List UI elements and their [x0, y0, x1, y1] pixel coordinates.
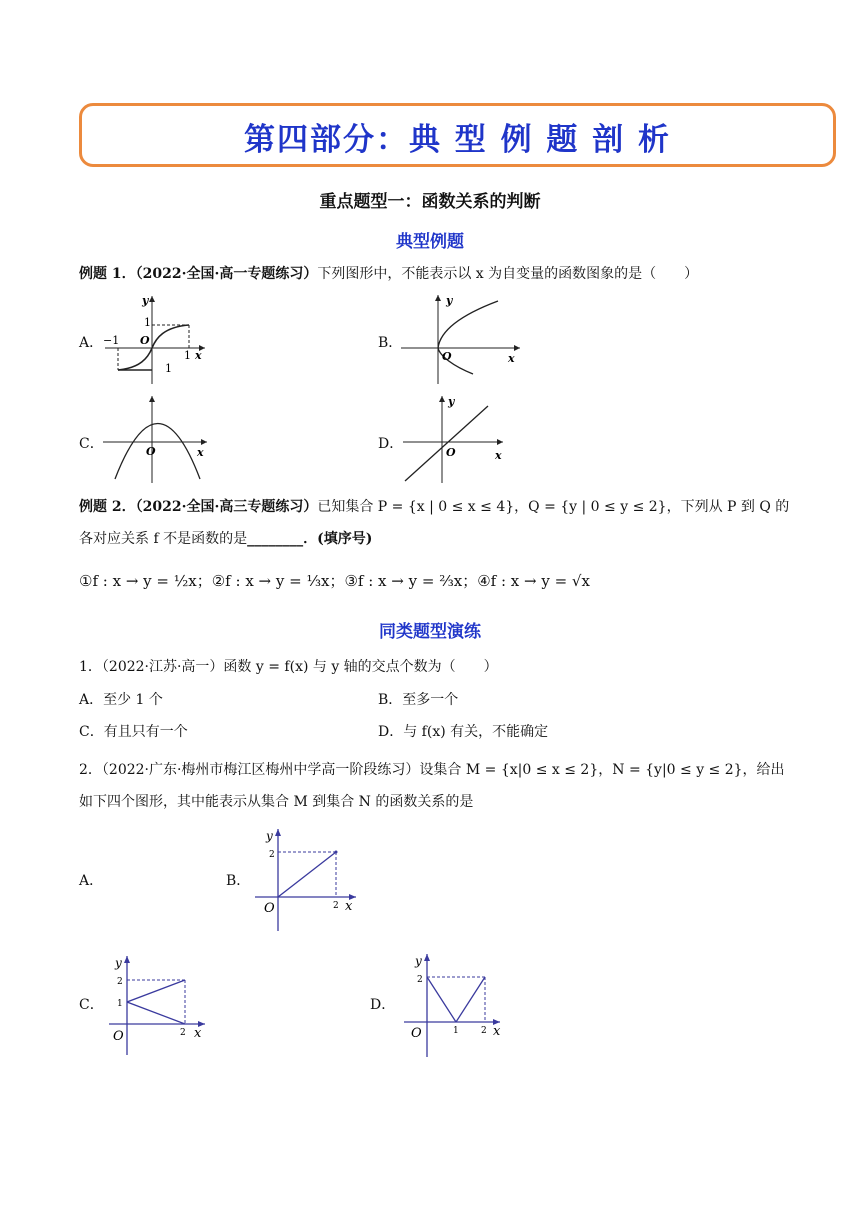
banner-title: 第四部分：典 型 例 题 剖 析 — [244, 122, 671, 158]
ex1-graph-c — [100, 393, 212, 485]
example1-source: （2022·全国·高一专题练习） — [135, 266, 318, 282]
label-o: O — [113, 1029, 124, 1044]
label-o: O — [146, 445, 156, 458]
line — [405, 406, 488, 481]
label-x: x — [508, 352, 515, 365]
label-o: O — [411, 1026, 422, 1041]
label-2-x: 2 — [333, 901, 339, 911]
example2-choices — [79, 571, 590, 591]
label-2-y: 2 — [117, 977, 123, 987]
q1-option-a: A．至少 1 个 — [79, 692, 163, 708]
example1-text: 下列图形中，不能表示以 x 为自变量的函数图象的是（ ） — [317, 266, 699, 282]
label-2-x: 2 — [180, 1028, 186, 1038]
label-x: x — [195, 349, 202, 362]
segment-up — [127, 980, 185, 1002]
answer-blank: ________ — [247, 531, 304, 547]
ex1-graph-b — [398, 292, 528, 387]
choice-1: ①f : x → y = ½x； — [79, 572, 212, 590]
label-o: O — [140, 334, 150, 347]
label-x: x — [197, 446, 204, 459]
segment-down — [127, 1002, 185, 1024]
example2-stem-line1 — [79, 497, 789, 517]
q1-option-d: D．与 f(x) 有关，不能确定 — [378, 724, 549, 740]
ex1-graph-a — [100, 292, 210, 387]
label-y: y — [142, 294, 149, 307]
x-arrow-icon — [514, 345, 520, 351]
y-arrow-icon — [424, 954, 430, 961]
example2-source: （2022·全国·高三专题练习） — [135, 499, 318, 515]
example1-stem — [79, 264, 698, 284]
ex1-option-a: A． — [79, 335, 104, 351]
q2-graph-b — [252, 826, 362, 934]
q2-option-b: B． — [226, 873, 251, 889]
label-y: y — [115, 956, 122, 970]
ex1-option-d: D． — [378, 436, 404, 452]
example1-label: 例题 1． — [79, 266, 136, 282]
example2-fill-hint: ．(填序号) — [303, 531, 373, 547]
x-arrow-icon — [497, 439, 503, 445]
y-arrow-icon — [124, 956, 130, 963]
segment-down — [427, 977, 456, 1022]
label-x: x — [194, 1026, 202, 1041]
y-arrow-icon — [435, 295, 441, 301]
label-neg1: −1 — [103, 334, 120, 347]
choice-2: ②f : x → y = ⅓x； — [211, 572, 345, 590]
ex1-option-c: C． — [79, 436, 104, 452]
example2-text-2: 各对应关系 f 不是函数的是 — [79, 531, 248, 547]
example2-label: 例题 2． — [79, 499, 136, 515]
segment — [278, 852, 336, 897]
label-y: y — [446, 294, 453, 307]
choice-3: ③f : x → y = ⅔x； — [344, 572, 478, 590]
label-y: y — [448, 395, 455, 408]
label-1-x: 1 — [453, 1026, 459, 1036]
practice-heading: 同类题型演练 — [379, 622, 481, 642]
q2-stem-line1: 2．（2022·广东·梅州市梅江区梅州中学高一阶段练习）设集合 M = {x|0 ≤ x ≤ 2}，N = {y|0 ≤ y ≤ 2}，给出 — [79, 762, 785, 778]
choice-4: ④f : x → y = √x — [477, 572, 590, 590]
x-arrow-icon — [201, 439, 207, 445]
example2-stem-line2 — [79, 529, 372, 549]
q2-graph-d — [401, 951, 505, 1061]
q1-option-c: C．有且只有一个 — [79, 724, 188, 740]
y-arrow-icon — [149, 396, 155, 402]
label-one-top: 1 — [144, 316, 151, 329]
parabola — [115, 424, 200, 480]
q2-graph-c — [106, 953, 210, 1057]
y-arrow-icon — [149, 296, 155, 302]
q2-option-c: C． — [79, 997, 104, 1013]
example2-text: 已知集合 P = {x | 0 ≤ x ≤ 4}，Q = {y | 0 ≤ y ≤ 2}，下列从 P 到 Q 的 — [317, 499, 790, 515]
q1-stem: 1．（2022·江苏·高一）函数 y = f(x) 与 y 轴的交点个数为（ ） — [79, 659, 498, 675]
label-2-y: 2 — [269, 850, 275, 860]
label-1-y: 1 — [117, 999, 123, 1009]
label-2-x: 2 — [481, 1026, 487, 1036]
label-one-right: 1 — [184, 349, 191, 362]
label-o: O — [442, 350, 452, 363]
y-arrow-icon — [275, 829, 281, 836]
label-o: O — [264, 901, 275, 916]
q2-option-d: D． — [370, 997, 396, 1013]
y-arrow-icon — [439, 396, 445, 402]
label-o: O — [446, 446, 456, 459]
curve-upper — [438, 301, 498, 348]
title-banner — [79, 103, 836, 167]
examples-heading: 典型例题 — [396, 232, 464, 252]
ex1-graph-d — [400, 393, 510, 485]
q2-stem-line2: 如下四个图形，其中能表示从集合 M 到集合 N 的函数关系的是 — [79, 794, 474, 810]
label-x: x — [495, 449, 502, 462]
label-one-bottom: 1 — [165, 362, 172, 375]
label-y: y — [415, 954, 422, 968]
section-title: 重点题型一：函数关系的判断 — [319, 192, 541, 212]
q2-option-a: A． — [79, 873, 104, 889]
endpoint — [335, 851, 338, 854]
label-x: x — [345, 899, 353, 914]
label-x: x — [493, 1024, 501, 1039]
label-2-y: 2 — [417, 975, 423, 985]
q1-option-b: B．至多一个 — [378, 692, 459, 708]
ex1-option-b: B． — [378, 335, 403, 351]
segment-up — [456, 977, 485, 1022]
label-y: y — [266, 829, 273, 843]
